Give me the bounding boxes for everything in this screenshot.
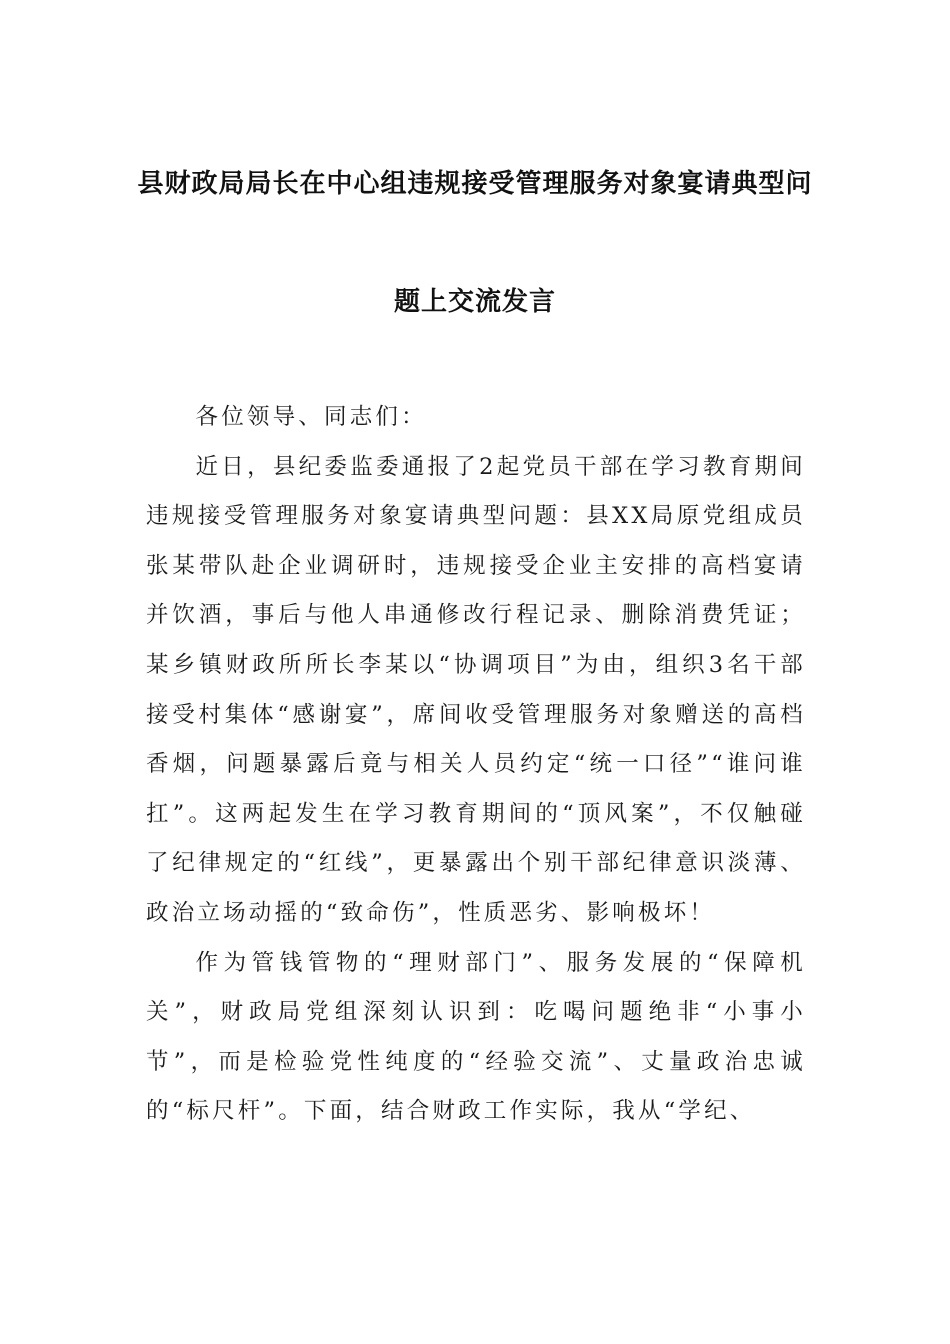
body-paragraph: 作为管钱管物的“理财部门”、服务发展的“保障机关”，财政局党组深刻认识到：吃喝问题绝非“小事小节”，而是检验党性纯度的“经验交流”、丈量政治忠诚的“标尺杆”。下面，结合财政工作实际，我从“学纪、	[146, 949, 806, 1125]
salutation: 各位领导、同志们：	[195, 404, 427, 430]
body-paragraph: 近日，县纪委监委通报了2起党员干部在学习教育期间违规接受管理服务对象宴请典型问题：县XX局原党组成员张某带队赴企业调研时，违规接受企业主安排的高档宴请并饮酒，事后与他人串通修改行程记录、删除消费凭证；某乡镇财政所所长李某以“协调项目”为由，组织3名干部接受村集体“感谢宴”，席间收受管理服务对象赠送的高档香烟，问题暴露后竟与相关人员约定“统一口径”“谁问谁扛”。这两起发生在学习教育期间的“顶风案”，不仅触碰了纪律规定的“红线”，更暴露出个别干部纪律意识淡薄、政治立场动摇的“致命伤”，性质恶劣、影响极坏！	[146, 453, 806, 926]
document-body	[146, 393, 806, 1137]
document-title-line-2: 题上交流发言	[393, 287, 556, 317]
document-title-line-1: 县财政局局长在中心组违规接受管理服务对象宴请典型问	[137, 169, 813, 199]
